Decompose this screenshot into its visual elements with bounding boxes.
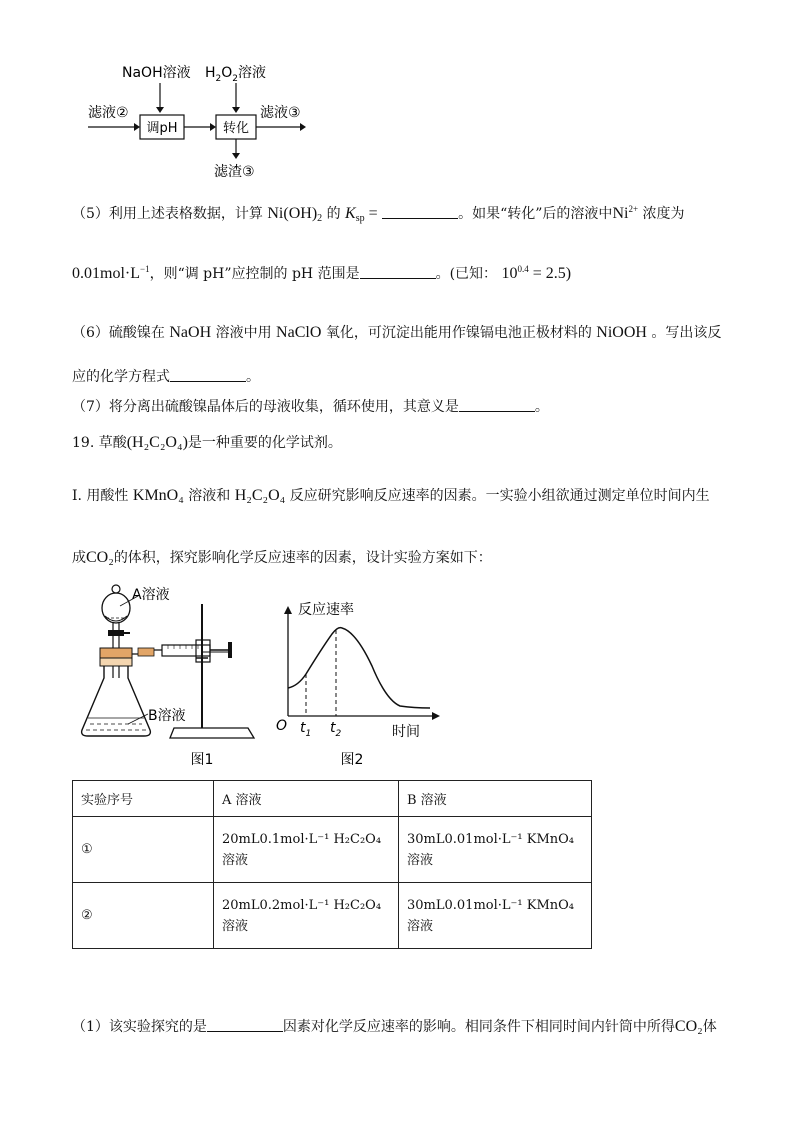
figure-1-apparatus <box>78 578 258 770</box>
a-solution-label: A溶液 <box>132 587 170 603</box>
naoh-solution-label: NaOH溶液 <box>122 65 191 81</box>
header-a-solution: A 溶液 <box>214 781 399 817</box>
answer-blank-equation[interactable] <box>170 369 246 382</box>
t2-label: $t_2$ <box>330 720 342 739</box>
filtrate-2-label: 滤液② <box>88 105 129 121</box>
table-header-row <box>73 781 592 817</box>
niooh-formula: NiOOH <box>596 324 647 341</box>
question-5-line-1: （5）利用上述表格数据，计算 $Ni(OH)_2$ 的 $K_{sp}$ = 。如果“转化”后的溶液中$Ni^{2+}$ 浓度为 <box>72 204 685 224</box>
cell-b-solution: 30mL0.01mol·L⁻¹ KMnO₄ 溶液 <box>399 817 592 883</box>
y-axis-arrow <box>284 606 292 614</box>
cell-experiment-no: ① <box>73 817 214 883</box>
process-flow-diagram <box>70 55 330 185</box>
co2-formula-q1: CO₂ <box>674 1018 703 1035</box>
b-solution-label: B溶液 <box>148 708 186 724</box>
adjust-ph-box: 调pH <box>146 121 178 136</box>
ni-ion: $Ni^{2+}$ <box>612 204 639 222</box>
table-row <box>73 883 592 949</box>
question-5-line-2: $0.01mol\cdot L^{-1}$，则“调 pH”应控制的 pH 范围是 。(已知： $10^{0.4} = 2.5$) <box>72 264 572 282</box>
ksp-symbol: $K_{sp}$ = <box>345 205 378 224</box>
cell-a-solution: 20mL0.1mol·L⁻¹ H₂C₂O₄ 溶液 <box>214 817 399 883</box>
figure-1-caption: 图1 <box>190 752 214 768</box>
header-experiment-no: 实验序号 <box>73 781 214 817</box>
part-1-line-2: 成CO₂的体积，探究影响化学反应速率的因素，设计实验方案如下： <box>72 549 492 566</box>
time-axis-label: 时间 <box>392 724 420 740</box>
question-19-1: （1）该实验探究的是 因素对化学反应速率的影响。相同条件下相同时间内针筒中所得CO₂体 <box>72 1018 717 1035</box>
cell-experiment-no: ② <box>73 883 214 949</box>
figure-2-rate-curve <box>268 596 448 772</box>
convert-box: 转化 <box>222 121 250 136</box>
known-value: $10^{0.4} = 2.5$) <box>501 264 572 282</box>
answer-blank-significance[interactable] <box>459 399 535 412</box>
h2c2o4-formula: H₂C₂O₄ <box>234 487 286 504</box>
rate-curve <box>288 628 430 708</box>
rate-axis-label: 反应速率 <box>298 602 354 618</box>
cell-b-solution: 30mL0.01mol·L⁻¹ KMnO₄ 溶液 <box>399 883 592 949</box>
concentration: $0.01mol\cdot L^{-1}$ <box>72 264 150 282</box>
experiment-table <box>72 780 592 949</box>
kmno4-formula: KMnO₄ <box>132 487 184 504</box>
question-6-line-1: （6）硫酸镍在 NaOH 溶液中用 NaClO 氧化，可沉淀出能用作镍镉电池正极材料的 NiOOH 。写出该反 <box>72 324 722 341</box>
question-19-intro: 19. 草酸(H₂C₂O₄)是一种重要的化学试剂。 <box>72 434 342 451</box>
h2o2-solution-label: $H_2O_2$溶液 <box>205 65 267 84</box>
origin-label: O <box>276 718 288 734</box>
question-7: （7）将分离出硫酸镍晶体后的母液收集，循环使用，其意义是 。 <box>72 399 549 415</box>
table-row <box>73 817 592 883</box>
part-1-line-1: Ⅰ. 用酸性 KMnO₄ 溶液和 H₂C₂O₄ 反应研究影响反应速率的因素。一实验小组欲通过测定单位时间内生 <box>72 487 710 504</box>
residue-3-label: 滤渣③ <box>214 164 255 180</box>
header-b-solution: B 溶液 <box>399 781 592 817</box>
naclo-formula: NaClO <box>276 324 322 341</box>
ni-oh2-formula: $Ni(OH)_2$ <box>267 205 323 224</box>
answer-blank-ph[interactable] <box>360 266 436 279</box>
co2-formula: CO₂ <box>86 549 114 566</box>
figure-2-caption: 图2 <box>340 752 364 768</box>
answer-blank-ksp[interactable] <box>382 206 458 219</box>
x-axis-arrow <box>432 712 440 720</box>
question-6-line-2: 应的化学方程式 。 <box>72 369 260 385</box>
answer-blank-factor[interactable] <box>207 1019 283 1032</box>
filtrate-3-label: 滤液③ <box>260 105 301 121</box>
t1-label: $t_1$ <box>300 720 312 739</box>
cell-a-solution: 20mL0.2mol·L⁻¹ H₂C₂O₄ 溶液 <box>214 883 399 949</box>
oxalic-acid-formula: (H₂C₂O₄) <box>126 434 188 451</box>
naoh-formula: NaOH <box>169 324 212 341</box>
